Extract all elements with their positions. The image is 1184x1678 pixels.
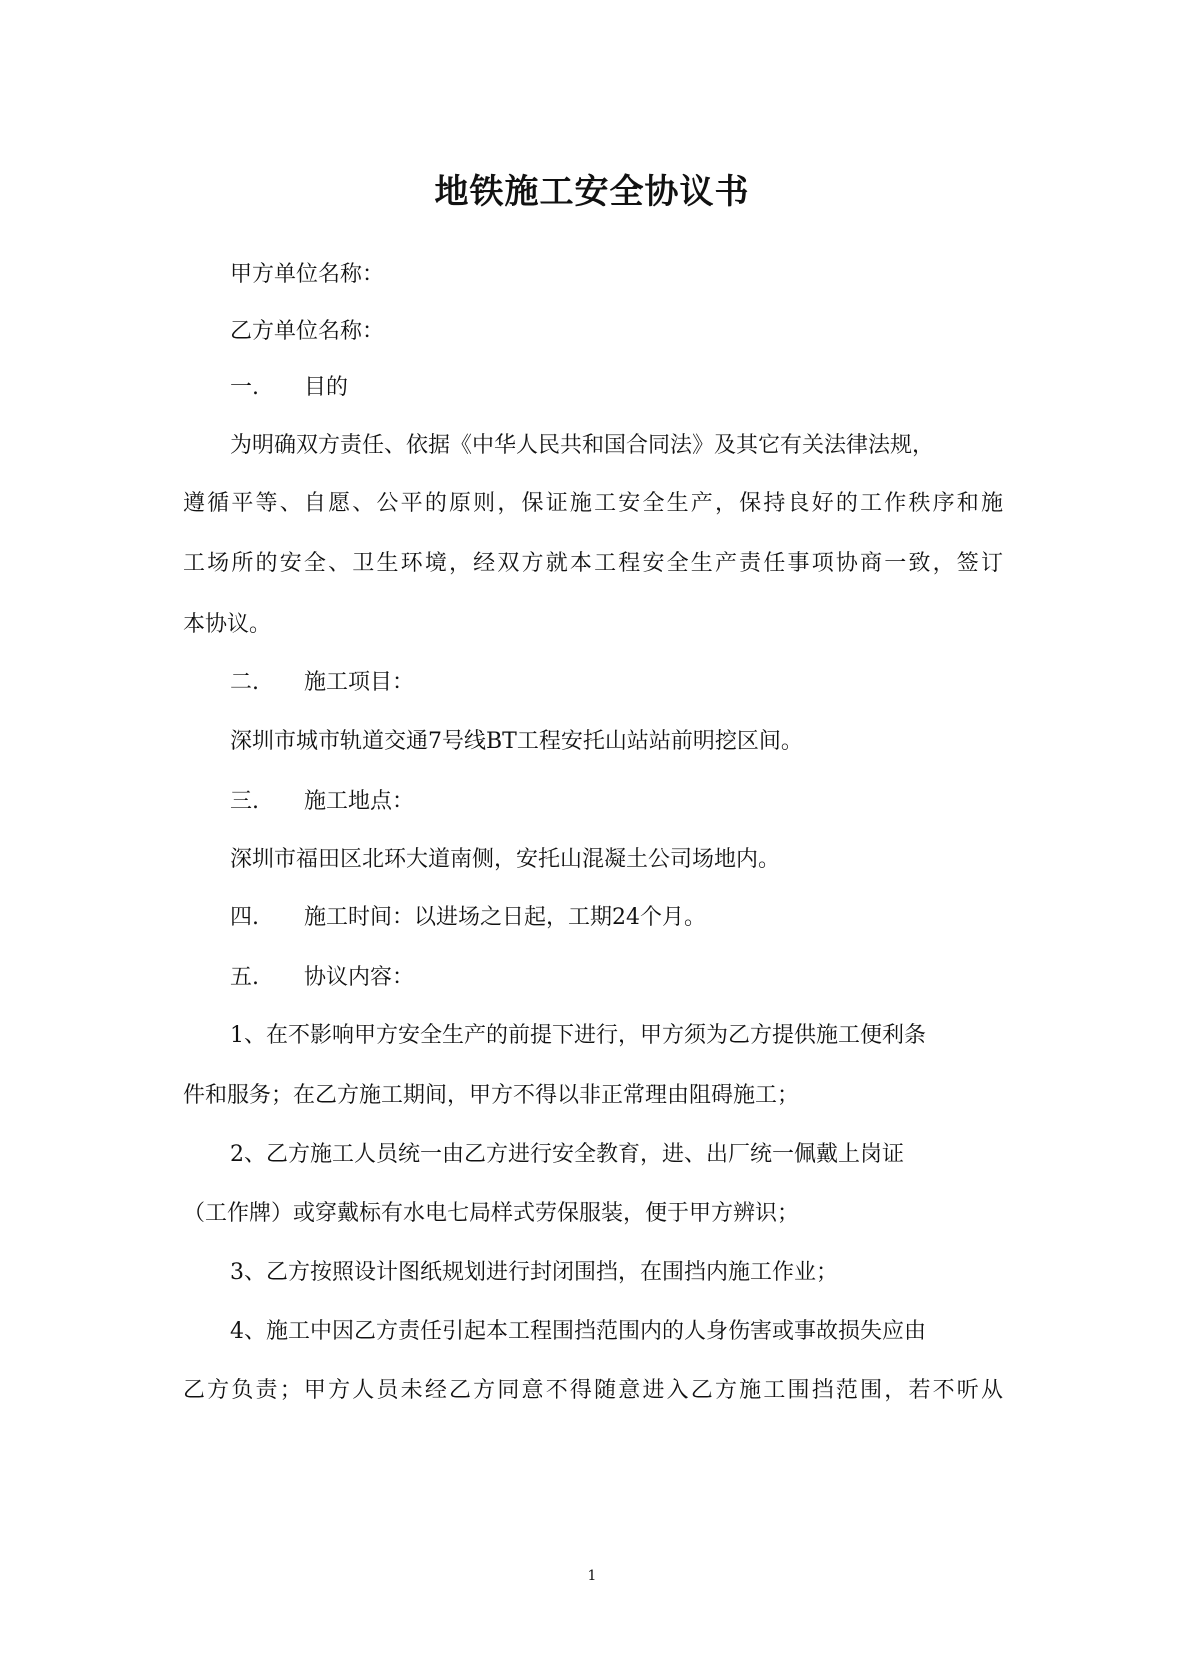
section-heading-2 (230, 667, 414, 699)
party-a-label: 甲方单位名称： (230, 262, 385, 287)
section-heading-3 (230, 786, 414, 818)
section-number: 二. (230, 670, 259, 695)
document-title: 地铁施工安全协议书 (434, 172, 750, 212)
paragraph-line: 2、乙方施工人员统一由乙方进行安全教育，进、出厂统一佩戴上岗证 (230, 1142, 904, 1167)
paragraph-line: 3、乙方按照设计图纸规划进行封闭围挡，在围挡内施工作业； (230, 1260, 838, 1285)
section-heading-1 (230, 372, 348, 404)
paragraph-line: 遵循平等、自愿、公平的原则，保证施工安全生产，保持良好的工作秩序和施 (183, 491, 1003, 516)
section-title: 协议内容： (304, 965, 415, 990)
paragraph-line: 为明确双方责任、依据《中华人民共和国合同法》及其它有关法律法规， (230, 433, 935, 458)
section-heading-4 (230, 902, 706, 934)
paragraph-line: 乙方负责；甲方人员未经乙方同意不得随意进入乙方施工围挡范围，若不听从 (183, 1378, 1003, 1403)
section-title: 施工项目： (304, 670, 415, 695)
paragraph-line: 本协议。 (183, 612, 272, 637)
paragraph-line: 1、在不影响甲方安全生产的前提下进行，甲方须为乙方提供施工便利条 (230, 1023, 926, 1048)
paragraph-line: 工场所的安全、卫生环境，经双方就本工程安全生产责任事项协商一致，签订 (183, 551, 1003, 576)
page-number: 1 (587, 1568, 597, 1584)
section-number: 五. (230, 965, 259, 990)
section-number: 一. (230, 375, 259, 400)
paragraph-line: 4、施工中因乙方责任引起本工程围挡范围内的人身伤害或事故损失应由 (230, 1319, 926, 1344)
paragraph-line: 深圳市福田区北环大道南侧，安托山混凝土公司场地内。 (230, 847, 781, 872)
section-title: 目的 (304, 375, 349, 400)
party-b-label: 乙方单位名称： (230, 319, 385, 344)
paragraph-line: 深圳市城市轨道交通7号线BT工程安托山站站前明挖区间。 (230, 729, 803, 754)
section-title: 施工地点： (304, 789, 415, 814)
paragraph-line: 件和服务；在乙方施工期间，甲方不得以非正常理由阻碍施工； (183, 1083, 800, 1108)
paragraph-line: （工作牌）或穿戴标有水电七局样式劳保服装，便于甲方辨识； (183, 1201, 800, 1226)
section-heading-5 (230, 962, 414, 994)
section-number: 三. (230, 789, 259, 814)
section-title: 施工时间：以进场之日起，工期24个月。 (304, 905, 706, 930)
section-number: 四. (230, 905, 259, 930)
